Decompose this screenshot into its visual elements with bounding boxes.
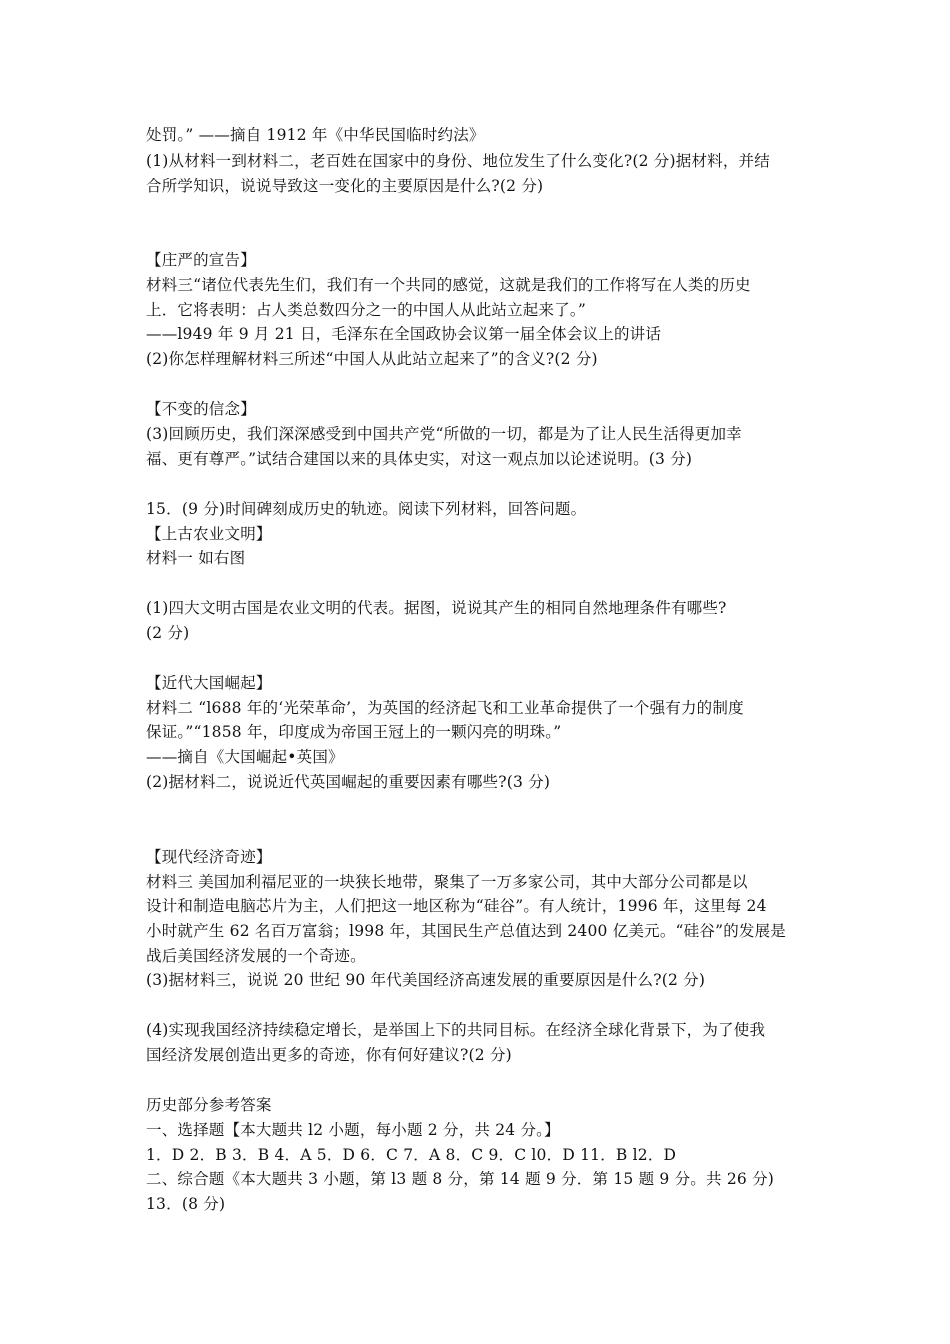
text-line: (2)据材料二，说说近代英国崛起的重要因素有哪些?(3 分) [146,773,551,791]
text-line: ——摘自《大国崛起•英国》 [146,748,344,766]
text-line: 处罚。” ——摘自 1912 年《中华民国临时约法》 [146,126,485,144]
text-line: 材料二 “l688 年的‘光荣革命’，为英国的经济起飞和工业革命提供了一个强有力的制度 [146,699,744,717]
text-line: 材料三“诸位代表先生们，我们有一个共同的感觉，这就是我们的工作将写在人类的历史 [146,276,751,294]
text-line: 保证。”“1858 年，印度成为帝国王冠上的一颗闪亮的明珠。” [146,723,562,741]
text-line: (1)四大文明古国是农业文明的代表。据图，说说其产生的相同自然地理条件有哪些? [146,599,727,617]
text-line: 1．D 2．B 3．B 4．A 5．D 6．C 7．A 8．C 9．C l0．D 11．B l2．D [146,1146,677,1164]
section-heading: 【现代经济奇迹】 [146,848,272,866]
text-line: 二、综合题《本大题共 3 小题，第 l3 题 8 分，第 14 题 9 分．第 15 题 9 分。共 26 分) [146,1170,775,1188]
section-heading: 【上古农业文明】 [146,525,272,543]
text-line: 小时就产生 62 名百万富翁；l998 年，其国民生产总值达到 2400 亿美元。“硅谷”的发展是 [146,922,786,940]
text-line: 合所学知识，说说导致这一变化的主要原因是什么?(2 分) [146,177,544,195]
text-line: 上．它将表明：占人类总数四分之一的中国人从此站立起来了。” [146,301,586,319]
text-line: ——l949 年 9 月 21 日，毛泽东在全国政协会议第一届全体会议上的讲话 [146,325,662,343]
text-line: (2)你怎样理解材料三所述“中国人从此站立起来了”的含义?(2 分) [146,350,598,368]
text-line: 福、更有尊严。”试结合建国以来的具体史实，对这一观点加以论述说明。(3 分) [146,450,693,468]
text-line: 材料三 美国加利福尼亚的一块狭长地带，聚集了一万多家公司，其中大部分公司都是以 [146,873,748,891]
text-line: (1)从材料一到材料二，老百姓在国家中的身份、地位发生了什么变化?(2 分)据材料，并结 [146,152,770,170]
text-line: 国经济发展创造出更多的奇迹，你有何好建议?(2 分) [146,1046,512,1064]
text-line: (3)回顾历史，我们深深感受到中国共产党“所做的一切，都是为了让人民生活得更加幸 [146,425,742,443]
text-line: (4)实现我国经济持续稳定增长，是举国上下的共同目标。在经济全球化背景下，为了使我 [146,1021,766,1039]
section-heading: 【不变的信念】 [146,400,256,418]
answer-heading: 历史部分参考答案 [146,1096,272,1114]
text-line: 设计和制造电脑芯片为主，人们把这一地区称为“硅谷”。有人统计，1996 年，这里每 24 [146,897,767,915]
section-heading: 【庄严的宣告】 [146,251,256,269]
text-line: 一、选择题【本大题共 l2 小题，每小题 2 分，共 24 分。】 [146,1121,560,1139]
text-line: 材料一 如右图 [146,549,246,567]
section-heading: 【近代大国崛起】 [146,674,272,692]
text-line: 13．(8 分) [146,1195,226,1213]
text-line: (3)据材料三，说说 20 世纪 90 年代美国经济高速发展的重要原因是什么?(2 分) [146,971,706,989]
question-heading: 15．(9 分)时间碑刻成历史的轨迹。阅读下列材料，回答问题。 [146,500,587,518]
text-line: (2 分) [146,624,190,642]
text-line: 战后美国经济发展的一个奇迹。 [146,947,366,965]
